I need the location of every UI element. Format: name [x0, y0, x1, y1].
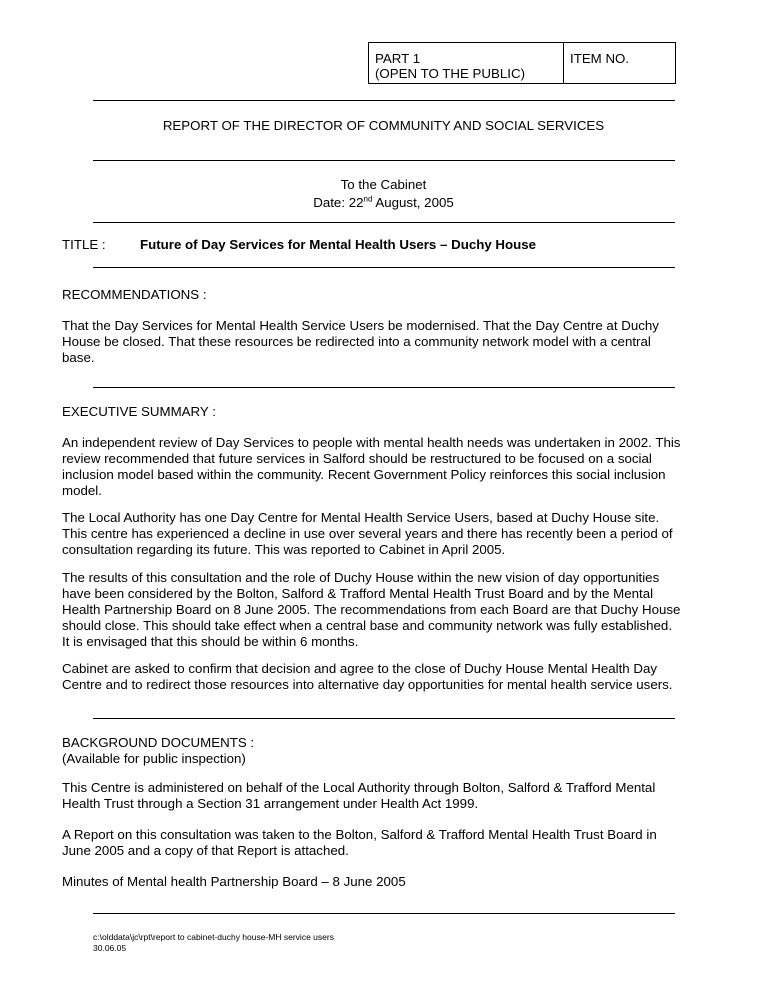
executive-summary-paragraph: An independent review of Day Services to people with mental health needs was undertaken in 2002. This review recommended that future services in Salford should be restructured to be focused on a social inclusion model based within the community. Recent Government Policy reinforces this social inclusion model. — [62, 435, 681, 498]
divider — [93, 160, 675, 161]
part-label: PART 1 — [375, 51, 421, 66]
part-box — [368, 42, 564, 84]
background-paragraph: A Report on this consultation was taken to the Bolton, Salford & Trafford Mental Health Trust Board in June 2005 and a copy of that Report is attached. — [62, 827, 657, 858]
report-of-heading: REPORT OF THE DIRECTOR OF COMMUNITY AND SOCIAL SERVICES — [162, 118, 605, 133]
executive-summary-paragraph: The results of this consultation and the role of Duchy House within the new vision of day opportunities have been considered by the Bolton, Salford & Trafford Mental Health Trust Board and by the Mental Health Partnership Board on 8 June 2005. The recommendations from each Board are that Duchy House should close. This should take effect when a central base and community network was fully established. It is envisaged that this should be within 6 months. — [62, 570, 681, 649]
addressee: To the Cabinet — [340, 177, 427, 192]
title-label: TITLE : — [62, 237, 106, 252]
recommendations-text: That the Day Services for Mental Health Service Users be modernised. That the Day Centre at Duchy House be closed. That these resources be redirected into a community network model with a central base. — [62, 318, 659, 365]
background-documents-heading: BACKGROUND DOCUMENTS : — [62, 735, 255, 750]
executive-summary-heading: EXECUTIVE SUMMARY : — [62, 404, 216, 419]
executive-summary-paragraph: Cabinet are asked to confirm that decision and agree to the close of Duchy House Mental Health Day Centre and to redirect those resources into alternative day opportunities for mental health service users. — [62, 661, 673, 692]
background-paragraph: This Centre is administered on behalf of the Local Authority through Bolton, Salford & Trafford Mental Health Trust through a Section 31 arrangement under Health Act 1999. — [62, 780, 656, 811]
divider — [93, 100, 675, 101]
item-box — [563, 42, 676, 84]
divider — [93, 267, 675, 268]
divider — [93, 222, 675, 223]
divider — [93, 718, 675, 719]
open-to-public-label: (OPEN TO THE PUBLIC) — [375, 66, 525, 81]
background-paragraph: Minutes of Mental health Partnership Board – 8 June 2005 — [62, 874, 406, 889]
item-no-label: ITEM NO. — [570, 51, 630, 66]
divider — [93, 387, 675, 388]
footer-date: 30.06.05 — [93, 943, 127, 953]
recommendations-heading: RECOMMENDATIONS : — [62, 287, 207, 302]
executive-summary-paragraph: The Local Authority has one Day Centre for Mental Health Service Users, based at Duchy House site. This centre has experienced a decline in use over several years and there has recently been a period of consultation regarding its future. This was reported to Cabinet in April 2005. — [62, 510, 673, 557]
divider — [93, 913, 675, 914]
background-documents-subheading: (Available for public inspection) — [62, 751, 246, 766]
footer-file-path: c:\olddata\jc\rpt\report to cabinet-duchy house-MH service users — [93, 932, 334, 942]
report-title: Future of Day Services for Mental Health Users – Duchy House — [140, 237, 537, 252]
footer — [93, 932, 334, 954]
report-date: Date: 22nd August, 2005 — [313, 194, 454, 210]
